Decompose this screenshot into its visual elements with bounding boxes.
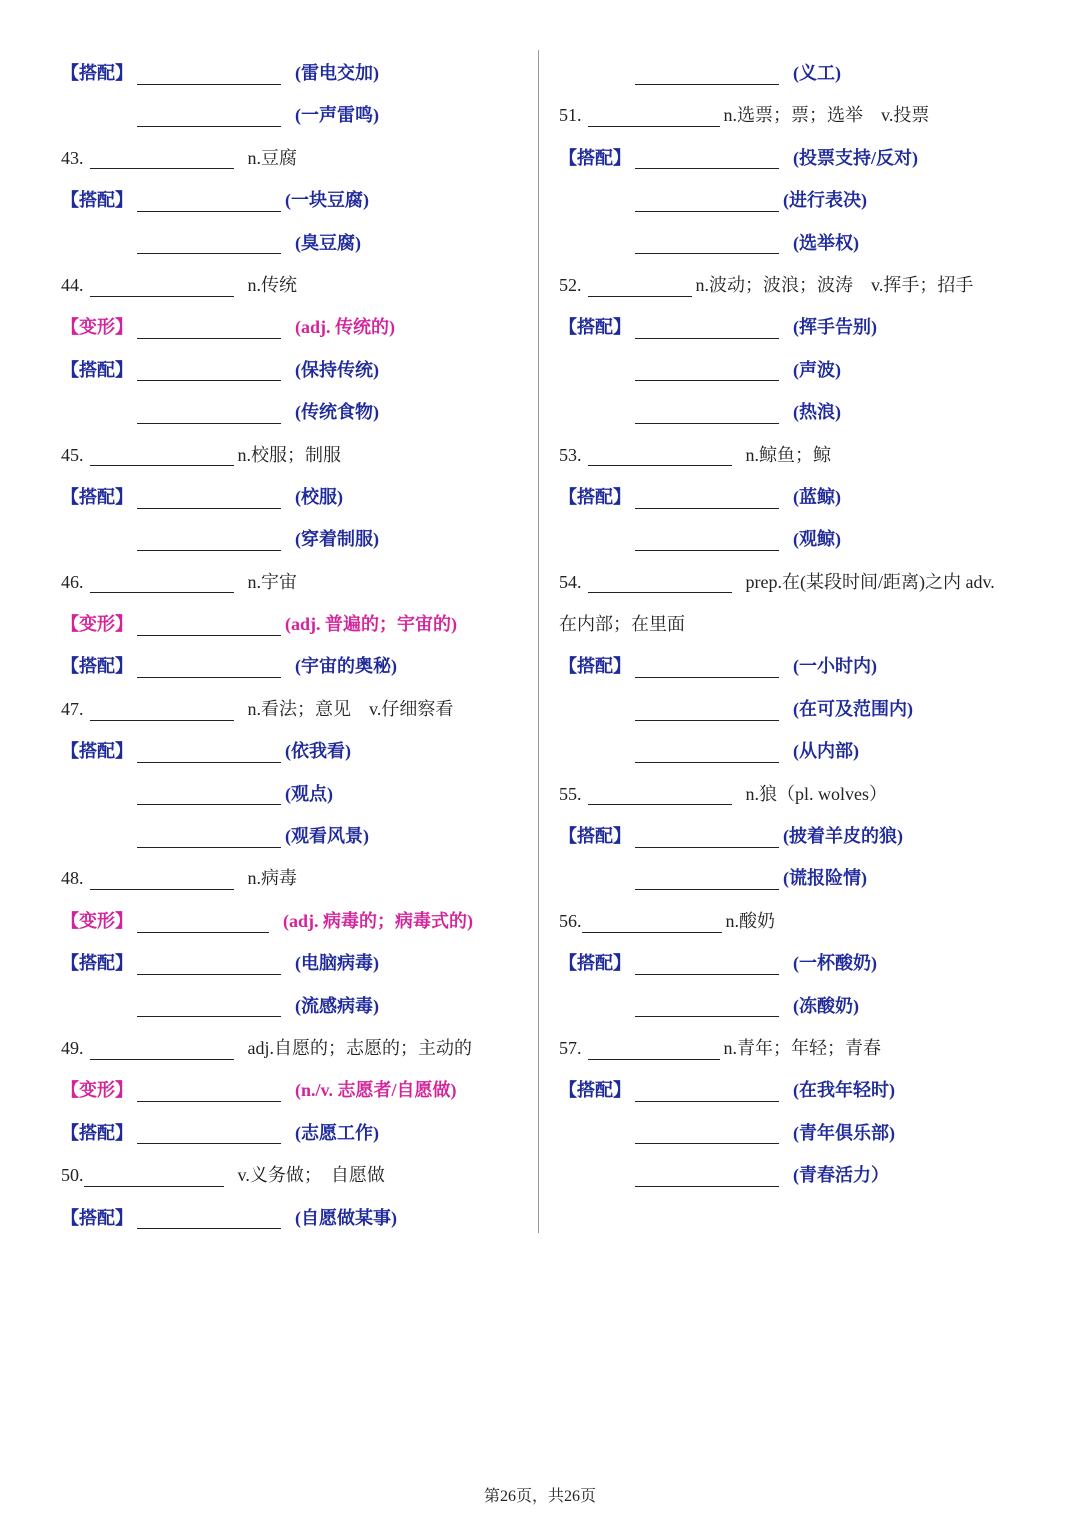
- hint: (谎报险情): [783, 868, 867, 889]
- hint: (进行表决): [783, 190, 867, 211]
- hint: (选举权): [793, 232, 859, 253]
- entry-row: [559, 1069, 1039, 1111]
- entry-row: [61, 391, 531, 433]
- answer-blank[interactable]: [137, 910, 269, 933]
- hint: (adj. 传统的): [295, 317, 395, 338]
- answer-blank[interactable]: [137, 358, 281, 381]
- entry-row: [559, 222, 1039, 264]
- entry-row: [61, 1069, 531, 1111]
- collocation-tag: 【搭配】: [61, 953, 133, 974]
- item-number: 44.: [61, 274, 84, 295]
- entry-row: [61, 179, 531, 221]
- hint: (流感病毒): [295, 995, 379, 1016]
- entry-row: [559, 942, 1039, 984]
- answer-blank[interactable]: [137, 994, 281, 1017]
- answer-blank[interactable]: [635, 486, 779, 509]
- answer-blank[interactable]: [137, 1121, 281, 1144]
- collocation-tag: 【搭配】: [559, 953, 631, 974]
- answer-blank[interactable]: [137, 1079, 281, 1102]
- definition: n.病毒: [247, 868, 297, 889]
- variant-tag: 【变形】: [61, 910, 133, 931]
- entry-row: [61, 773, 531, 815]
- answer-blank[interactable]: [588, 104, 720, 127]
- hint: (自愿做某事): [295, 1207, 397, 1228]
- definition: n.校服；制服: [237, 444, 341, 465]
- hint: (挥手告别): [793, 317, 877, 338]
- entry-row: [559, 857, 1039, 899]
- definition: n.看法；意见 v.仔细察看: [247, 698, 454, 719]
- item-number: 53.: [559, 444, 582, 465]
- answer-blank[interactable]: [635, 1079, 779, 1102]
- variant-tag: 【变形】: [61, 614, 133, 635]
- entry-row: [61, 349, 531, 391]
- answer-blank[interactable]: [635, 698, 779, 721]
- answer-blank[interactable]: [635, 528, 779, 551]
- answer-blank[interactable]: [137, 613, 281, 636]
- answer-blank[interactable]: [137, 740, 281, 763]
- item-number: 55.: [559, 783, 582, 804]
- entry-row: [559, 349, 1039, 391]
- answer-blank[interactable]: [90, 867, 234, 890]
- answer-blank[interactable]: [137, 655, 281, 678]
- entry-row: [61, 306, 531, 348]
- hint: (一声雷鸣): [295, 105, 379, 126]
- entry-row: [559, 434, 1039, 476]
- definition: n.传统: [247, 274, 297, 295]
- definition: n.酸奶: [725, 910, 775, 931]
- answer-blank[interactable]: [635, 655, 779, 678]
- definition-continued: 在内部；在里面: [559, 614, 685, 635]
- answer-blank[interactable]: [635, 231, 779, 254]
- answer-blank[interactable]: [588, 443, 732, 466]
- page-footer: 第26页，共26页: [483, 1488, 596, 1505]
- hint: (一块豆腐): [285, 190, 369, 211]
- entry-row: [559, 264, 1039, 306]
- right-column: [559, 52, 1039, 1197]
- variant-tag: 【变形】: [61, 317, 133, 338]
- collocation-tag: 【搭配】: [61, 741, 133, 762]
- entry-row: [559, 518, 1039, 560]
- entry-row: [61, 688, 531, 730]
- answer-blank[interactable]: [588, 274, 692, 297]
- answer-blank[interactable]: [588, 570, 732, 593]
- answer-blank[interactable]: [137, 825, 281, 848]
- collocation-tag: 【搭配】: [559, 317, 631, 338]
- hint: (蓝鲸): [793, 486, 841, 507]
- answer-blank[interactable]: [635, 740, 779, 763]
- entry-row: [61, 603, 531, 645]
- item-number: 51.: [559, 105, 582, 126]
- collocation-tag: 【搭配】: [559, 486, 631, 507]
- entry-row: [61, 857, 531, 899]
- answer-blank[interactable]: [137, 1206, 281, 1229]
- answer-blank[interactable]: [137, 782, 281, 805]
- item-number: 50.: [61, 1165, 84, 1186]
- entry-row: [61, 985, 531, 1027]
- definition: n.豆腐: [247, 147, 297, 168]
- hint: (传统食物): [295, 402, 379, 423]
- answer-blank[interactable]: [582, 910, 722, 933]
- hint: (臭豆腐): [295, 232, 361, 253]
- item-number: 47.: [61, 698, 84, 719]
- definition: n.选票；票；选举 v.投票: [723, 105, 930, 126]
- hint: (一小时内): [793, 656, 877, 677]
- hint: (青年俱乐部): [793, 1122, 895, 1143]
- hint: (志愿工作): [295, 1122, 379, 1143]
- answer-blank[interactable]: [635, 994, 779, 1017]
- answer-blank[interactable]: [635, 867, 779, 890]
- definition: n.波动；波浪；波涛 v.挥手；招手: [695, 274, 974, 295]
- answer-blank[interactable]: [137, 316, 281, 339]
- item-number: 45.: [61, 444, 84, 465]
- item-number: 43.: [61, 147, 84, 168]
- entry-row: [559, 815, 1039, 857]
- collocation-tag: 【搭配】: [61, 1122, 133, 1143]
- answer-blank[interactable]: [588, 782, 732, 805]
- collocation-tag: 【搭配】: [61, 190, 133, 211]
- entry-row: [61, 52, 531, 94]
- item-number: 54.: [559, 571, 582, 592]
- entry-row: [61, 1027, 531, 1069]
- entry-row: [559, 94, 1039, 136]
- collocation-tag: 【搭配】: [61, 1207, 133, 1228]
- left-column: [61, 52, 531, 1239]
- entry-row: [61, 561, 531, 603]
- collocation-tag: 【搭配】: [559, 826, 631, 847]
- definition: adj.自愿的；志愿的；主动的: [247, 1037, 472, 1058]
- definition: prep.在(某段时间/距离)之内 adv.: [745, 571, 995, 592]
- entry-row: [61, 730, 531, 772]
- collocation-tag: 【搭配】: [61, 486, 133, 507]
- definition: n.宇宙: [247, 571, 297, 592]
- entry-row: [559, 52, 1039, 94]
- item-number: 52.: [559, 274, 582, 295]
- hint: (adj. 普遍的；宇宙的): [285, 614, 457, 635]
- entry-row: [61, 900, 531, 942]
- entry-row: [559, 1154, 1039, 1196]
- hint: (声波): [793, 359, 841, 380]
- entry-row: [559, 773, 1039, 815]
- definition: v.义务做； 自愿做: [237, 1165, 385, 1186]
- answer-blank[interactable]: [137, 528, 281, 551]
- entry-row: [559, 391, 1039, 433]
- entry-row: [61, 94, 531, 136]
- item-number: 57.: [559, 1037, 582, 1058]
- variant-tag: 【变形】: [61, 1080, 133, 1101]
- entry-row: [61, 518, 531, 560]
- entry-row: [61, 476, 531, 518]
- hint: (观点): [285, 783, 333, 804]
- answer-blank[interactable]: [90, 698, 234, 721]
- entry-row: [61, 1112, 531, 1154]
- entry-row: [61, 815, 531, 857]
- hint: (在可及范围内): [793, 698, 913, 719]
- answer-blank[interactable]: [137, 401, 281, 424]
- answer-blank[interactable]: [588, 1037, 720, 1060]
- entry-row: [559, 179, 1039, 221]
- item-number: 56.: [559, 910, 582, 931]
- entry-row: [61, 1154, 531, 1196]
- collocation-tag: 【搭配】: [559, 656, 631, 677]
- hint: (观看风景): [285, 826, 369, 847]
- hint: (投票支持/反对): [793, 147, 918, 168]
- entry-row: [61, 1197, 531, 1239]
- answer-blank[interactable]: [635, 146, 779, 169]
- answer-blank[interactable]: [84, 1164, 224, 1187]
- entry-row: [559, 985, 1039, 1027]
- answer-blank[interactable]: [90, 274, 234, 297]
- answer-blank[interactable]: [137, 952, 281, 975]
- hint: (青春活力）: [793, 1165, 889, 1186]
- entry-row: [61, 264, 531, 306]
- collocation-tag: 【搭配】: [61, 359, 133, 380]
- answer-blank[interactable]: [90, 570, 234, 593]
- hint: (雷电交加): [295, 63, 379, 83]
- hint: (义工): [793, 63, 841, 83]
- hint: (热浪): [793, 402, 841, 423]
- collocation-tag: 【搭配】: [559, 1080, 631, 1101]
- hint: (观鲸): [793, 529, 841, 550]
- collocation-tag: 【搭配】: [559, 147, 631, 168]
- answer-blank[interactable]: [137, 189, 281, 212]
- hint: (电脑病毒): [295, 953, 379, 974]
- answer-blank[interactable]: [635, 62, 779, 85]
- hint: (依我看): [285, 741, 351, 762]
- hint: (从内部): [793, 741, 859, 762]
- entry-row: [559, 137, 1039, 179]
- entry-row: [559, 306, 1039, 348]
- entry-row: [61, 137, 531, 179]
- answer-blank[interactable]: [137, 104, 281, 127]
- collocation-tag: 【搭配】: [61, 63, 133, 83]
- answer-blank[interactable]: [635, 358, 779, 381]
- answer-blank[interactable]: [90, 443, 234, 466]
- item-number: 49.: [61, 1037, 84, 1058]
- hint: (一杯酸奶): [793, 953, 877, 974]
- definition: n.鲸鱼；鲸: [745, 444, 831, 465]
- entry-row: [559, 900, 1039, 942]
- collocation-tag: 【搭配】: [61, 656, 133, 677]
- entry-row: [61, 645, 531, 687]
- hint: (校服): [295, 486, 343, 507]
- answer-blank[interactable]: [635, 1121, 779, 1144]
- entry-row: [559, 688, 1039, 730]
- answer-blank[interactable]: [635, 825, 779, 848]
- answer-blank[interactable]: [635, 1164, 779, 1187]
- answer-blank[interactable]: [635, 401, 779, 424]
- column-divider: [538, 50, 539, 1233]
- entry-row: [61, 222, 531, 264]
- entry-row: [559, 1027, 1039, 1069]
- entry-row: [559, 561, 1039, 603]
- answer-blank[interactable]: [137, 486, 281, 509]
- hint: (n./v. 志愿者/自愿做): [295, 1080, 457, 1101]
- hint: (adj. 病毒的；病毒式的): [283, 910, 473, 931]
- item-number: 48.: [61, 868, 84, 889]
- hint: (冻酸奶): [793, 995, 859, 1016]
- entry-row: [559, 476, 1039, 518]
- definition: n.狼（pl. wolves）: [745, 783, 887, 804]
- answer-blank[interactable]: [137, 231, 281, 254]
- item-number: 46.: [61, 571, 84, 592]
- entry-row: [559, 730, 1039, 772]
- answer-blank[interactable]: [137, 62, 281, 85]
- hint: (在我年轻时): [793, 1080, 895, 1101]
- hint: (宇宙的奥秘): [295, 656, 397, 677]
- definition: n.青年；年轻；青春: [723, 1037, 881, 1058]
- entry-row: [559, 603, 1039, 645]
- answer-blank[interactable]: [90, 1037, 234, 1060]
- entry-row: [559, 645, 1039, 687]
- answer-blank[interactable]: [635, 316, 779, 339]
- hint: (穿着制服): [295, 529, 379, 550]
- answer-blank[interactable]: [635, 189, 779, 212]
- entry-row: [559, 1112, 1039, 1154]
- entry-row: [61, 942, 531, 984]
- answer-blank[interactable]: [90, 146, 234, 169]
- hint: (保持传统): [295, 359, 379, 380]
- hint: (披着羊皮的狼): [783, 826, 903, 847]
- entry-row: [61, 434, 531, 476]
- answer-blank[interactable]: [635, 952, 779, 975]
